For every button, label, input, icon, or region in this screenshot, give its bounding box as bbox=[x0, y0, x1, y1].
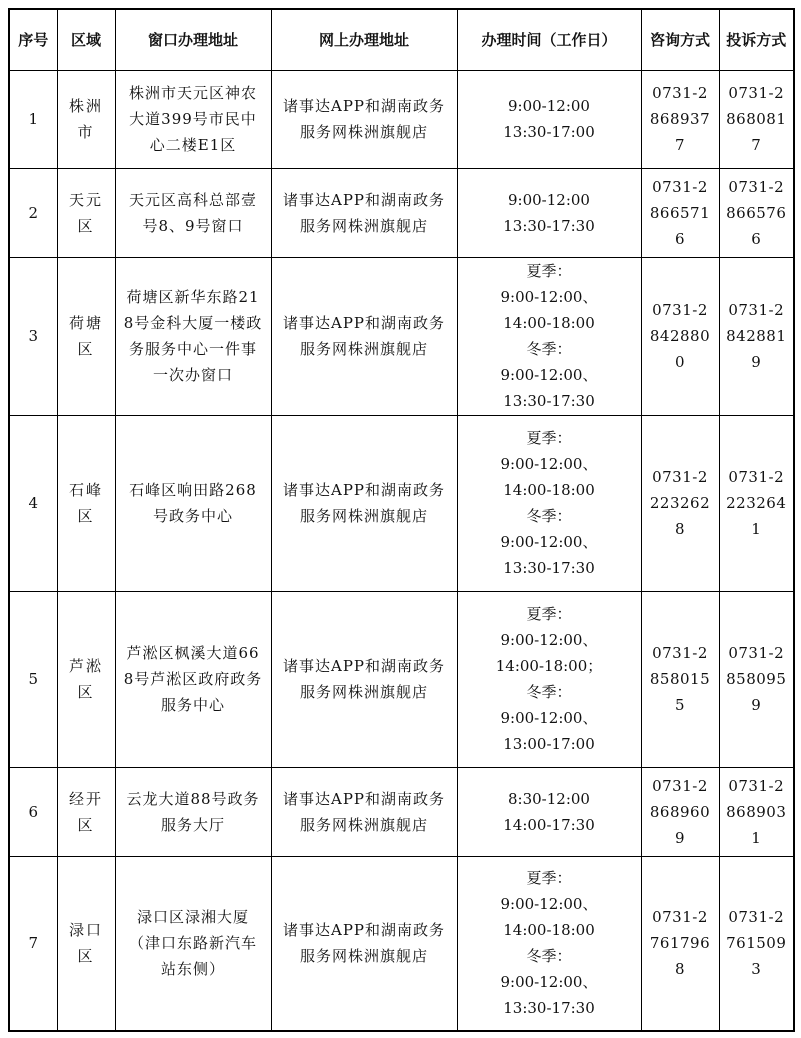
row-online-address: 诸事达APP和湖南政务服务网株洲旗舰店 bbox=[271, 168, 457, 257]
table-row bbox=[9, 767, 794, 856]
hours-line: 14:00-18:00 bbox=[503, 314, 595, 332]
row-seq: 6 bbox=[9, 767, 57, 856]
row-seq: 3 bbox=[9, 257, 57, 415]
row-complaint-phone: 0731-28428819 bbox=[719, 257, 794, 415]
hours-line: 13:30-17:30 bbox=[503, 999, 595, 1018]
table-row bbox=[9, 415, 794, 591]
row-online-address: 诸事达APP和湖南政务服务网株洲旗舰店 bbox=[271, 591, 457, 767]
table-row bbox=[9, 168, 794, 257]
row-consult-phone: 0731-22232628 bbox=[641, 415, 719, 591]
row-consult-phone: 0731-28580155 bbox=[641, 591, 719, 767]
hours-line: 冬季： bbox=[526, 507, 572, 525]
row-window-address: 天元区高科总部壹号8、9号窗口 bbox=[115, 168, 271, 257]
hours-line: 14:00-18:00 bbox=[503, 481, 595, 499]
hours-line: 9:00-12:00、 bbox=[500, 631, 598, 649]
row-complaint-phone: 0731-27615093 bbox=[719, 856, 794, 1031]
row-window-address: 荷塘区新华东路218号金科大厦一楼政务服务中心一件事一次办窗口 bbox=[115, 257, 271, 415]
table-row bbox=[9, 856, 794, 1031]
hours-line: 9:00-12:00、 bbox=[500, 709, 598, 727]
row-window-address: 云龙大道88号政务服务大厅 bbox=[115, 767, 271, 856]
row-area: 株洲市 bbox=[57, 70, 115, 168]
row-hours bbox=[457, 591, 641, 767]
row-area: 荷塘区 bbox=[57, 257, 115, 415]
row-consult-phone: 0731-28689377 bbox=[641, 70, 719, 168]
row-seq: 5 bbox=[9, 591, 57, 767]
row-hours bbox=[457, 257, 641, 415]
row-complaint-phone: 0731-28689031 bbox=[719, 767, 794, 856]
hours-line: 13:30-17:00 bbox=[503, 123, 595, 141]
header-area: 区域 bbox=[57, 9, 115, 70]
hours-line: 13:30-17:30 bbox=[503, 392, 595, 410]
row-complaint-phone: 0731-28580959 bbox=[719, 591, 794, 767]
row-seq: 7 bbox=[9, 856, 57, 1031]
hours-line: 9:00-12:00 bbox=[508, 190, 590, 209]
table-header-row bbox=[9, 9, 794, 70]
hours-line: 夏季： bbox=[526, 262, 572, 280]
hours-line: 冬季： bbox=[526, 947, 572, 966]
row-online-address: 诸事达APP和湖南政务服务网株洲旗舰店 bbox=[271, 415, 457, 591]
row-consult-phone: 0731-28428800 bbox=[641, 257, 719, 415]
hours-line: 9:00-12:00、 bbox=[500, 973, 598, 992]
row-seq: 1 bbox=[9, 70, 57, 168]
header-online-address: 网上办理地址 bbox=[271, 9, 457, 70]
hours-line: 冬季： bbox=[526, 340, 572, 358]
hours-line: 14:00-18:00 bbox=[503, 921, 595, 940]
row-online-address: 诸事达APP和湖南政务服务网株洲旗舰店 bbox=[271, 70, 457, 168]
hours-line: 13:30-17:30 bbox=[503, 216, 595, 235]
row-area: 天元区 bbox=[57, 168, 115, 257]
hours-line: 9:00-12:00、 bbox=[500, 533, 598, 551]
row-window-address: 芦淞区枫溪大道668号芦淞区政府政务服务中心 bbox=[115, 591, 271, 767]
hours-line: 13:00-17:00 bbox=[503, 735, 595, 753]
hours-line: 14:00-17:30 bbox=[503, 815, 595, 834]
hours-line: 9:00-12:00、 bbox=[500, 455, 598, 473]
row-complaint-phone: 0731-28665766 bbox=[719, 168, 794, 257]
row-consult-phone: 0731-28665716 bbox=[641, 168, 719, 257]
row-complaint-phone: 0731-28680817 bbox=[719, 70, 794, 168]
row-complaint-phone: 0731-22232641 bbox=[719, 415, 794, 591]
row-window-address: 渌口区渌湘大厦（津口东路新汽车站东侧） bbox=[115, 856, 271, 1031]
row-hours bbox=[457, 168, 641, 257]
hours-line: 夏季： bbox=[526, 869, 572, 888]
hours-line: 夏季： bbox=[526, 429, 572, 447]
hours-line: 14:00-18:00； bbox=[495, 657, 603, 675]
header-complaint: 投诉方式 bbox=[719, 9, 794, 70]
hours-line: 夏季： bbox=[526, 605, 572, 623]
hours-line: 冬季： bbox=[526, 683, 572, 701]
row-window-address: 石峰区响田路268号政务中心 bbox=[115, 415, 271, 591]
row-online-address: 诸事达APP和湖南政务服务网株洲旗舰店 bbox=[271, 856, 457, 1031]
table-row bbox=[9, 70, 794, 168]
row-consult-phone: 0731-27617968 bbox=[641, 856, 719, 1031]
row-area: 渌口区 bbox=[57, 856, 115, 1031]
row-online-address: 诸事达APP和湖南政务服务网株洲旗舰店 bbox=[271, 767, 457, 856]
row-area: 芦淞区 bbox=[57, 591, 115, 767]
hours-line: 8:30-12:00 bbox=[508, 789, 590, 808]
header-window-address: 窗口办理地址 bbox=[115, 9, 271, 70]
row-window-address: 株洲市天元区神农大道399号市民中心二楼E1区 bbox=[115, 70, 271, 168]
row-online-address: 诸事达APP和湖南政务服务网株洲旗舰店 bbox=[271, 257, 457, 415]
row-hours bbox=[457, 415, 641, 591]
row-hours bbox=[457, 70, 641, 168]
row-seq: 4 bbox=[9, 415, 57, 591]
row-area: 经开区 bbox=[57, 767, 115, 856]
row-consult-phone: 0731-28689609 bbox=[641, 767, 719, 856]
hours-line: 9:00-12:00 bbox=[508, 97, 590, 115]
row-hours bbox=[457, 767, 641, 856]
hours-line: 9:00-12:00、 bbox=[500, 366, 598, 384]
hours-line: 9:00-12:00、 bbox=[500, 288, 598, 306]
hours-line: 9:00-12:00、 bbox=[500, 895, 598, 914]
table-row bbox=[9, 257, 794, 415]
table-row bbox=[9, 591, 794, 767]
row-seq: 2 bbox=[9, 168, 57, 257]
header-hours: 办理时间（工作日） bbox=[457, 9, 641, 70]
service-locations-table bbox=[8, 8, 795, 1032]
hours-line: 13:30-17:30 bbox=[503, 559, 595, 577]
header-consult: 咨询方式 bbox=[641, 9, 719, 70]
header-seq: 序号 bbox=[9, 9, 57, 70]
row-hours bbox=[457, 856, 641, 1031]
row-area: 石峰区 bbox=[57, 415, 115, 591]
